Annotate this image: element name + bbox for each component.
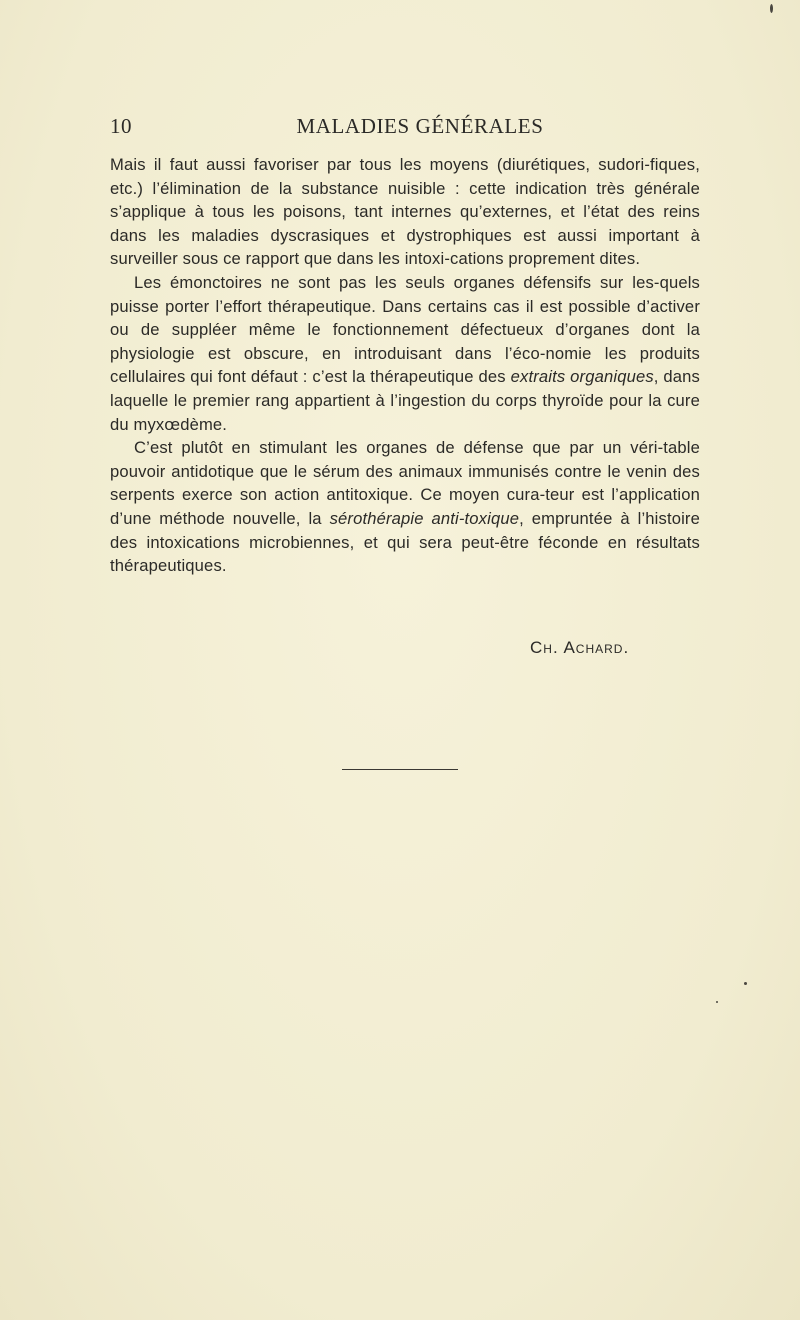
author-signature: Ch. Achard. bbox=[530, 638, 630, 657]
paragraph-2-emphasis: extraits organiques bbox=[510, 367, 654, 387]
section-divider bbox=[342, 769, 458, 770]
paragraph-3-text-a: C’est plutôt en stimulant les organes de défense que par un véri-table pouvoir antidotique que le sérum des animaux immunisés contre le venin des serpents exerce son action antitoxique. Ce moyen cura-teur est l’application d’une méthode nouvelle, la bbox=[110, 438, 700, 528]
paragraph-3-emphasis: sérothérapie anti-toxique bbox=[329, 508, 520, 528]
page-number: 10 bbox=[110, 114, 132, 138]
paragraph-1 bbox=[110, 153, 700, 271]
paper-speck bbox=[744, 982, 747, 985]
paragraph-3 bbox=[110, 436, 700, 578]
paper-speck bbox=[770, 4, 773, 13]
paragraph-1-text: Mais il faut aussi favoriser par tous les moyens (diurétiques, sudori-fiques, etc.) l’élimination de la substance nuisible : cette indication très générale s’applique à tous les poisons, tant internes qu’externes, et l’état des reins dans les maladies dyscrasiques et dystrophiques est aussi important à surveiller sous ce rapport que dans les intoxi-cations proprement dites. bbox=[110, 155, 700, 269]
page-header bbox=[110, 114, 700, 144]
paragraph-3-text-b: , empruntée à l’histoire des intoxications microbiennes, et qui sera peut-être féconde en résultats thérapeutiques. bbox=[110, 508, 700, 576]
paragraph-2 bbox=[110, 271, 700, 436]
body-text bbox=[110, 153, 700, 578]
paragraph-2-text-b: , dans laquelle le premier rang appartient à l’ingestion du corps thyroïde pour la cure du myxœdème. bbox=[110, 367, 701, 434]
paper-speck bbox=[716, 1001, 718, 1003]
paragraph-2-text-a: Les émonctoires ne sont pas les seuls organes défensifs sur les-quels puisse porter l’effort thérapeutique. Dans certains cas il est possible d’activer ou de suppléer même le fonctionnement défectueux d’organes dont la physiologie est obscure, en introduisant dans l’éco-nomie les produits cellulaires qui font défaut : c’est la thérapeutique des bbox=[110, 272, 700, 387]
running-title: MALADIES GÉNÉRALES bbox=[296, 114, 544, 138]
